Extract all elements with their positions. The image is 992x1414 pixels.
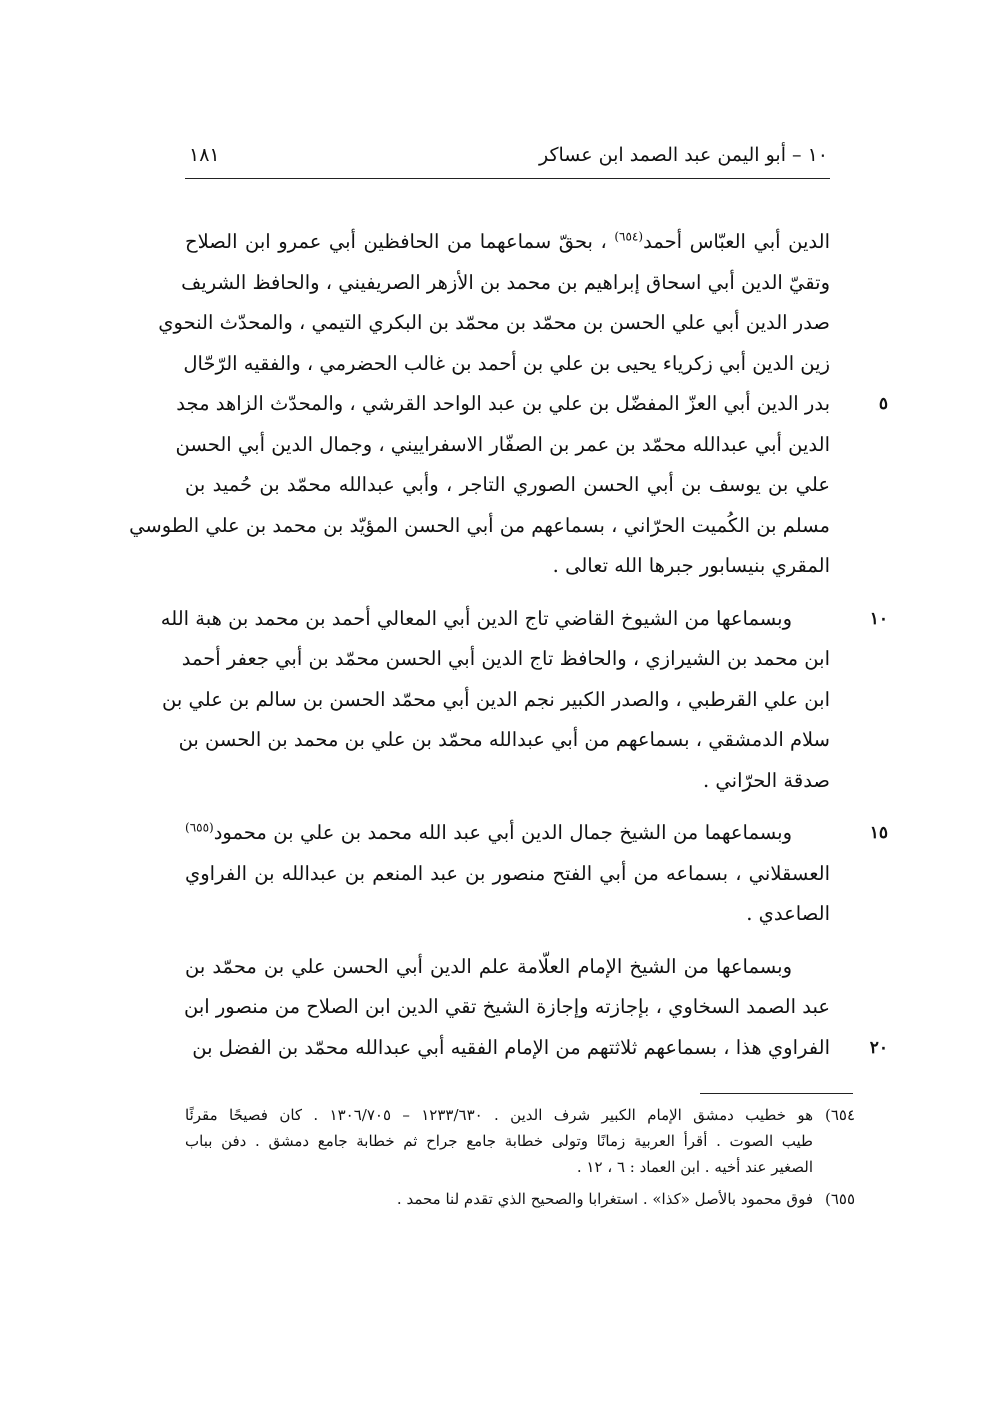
line-text-main: وبسماعها من الشيخ الإمام العلّامة علم الدين أبي الحسن علي بن محمّد بن — [185, 954, 792, 978]
text-line — [176, 384, 888, 425]
line-text-main: الدين أبي العبّاس أحمد — [643, 230, 830, 253]
line-text-main: ابن محمد بن الشيرازي ، والحافظ تاج الدين أبي الحسن محمّد بن أبي جعفر أحمد — [181, 647, 830, 670]
line-text-main: صدر الدين أبي علي الحسن بن محمّد بن محمّد بن البكري التيمي ، والمحدّث النحوي — [158, 311, 830, 334]
line-text — [178, 720, 830, 761]
footnote — [185, 1186, 855, 1212]
footnote-separator — [700, 1093, 853, 1094]
footnote — [185, 1102, 855, 1180]
text-line — [185, 344, 830, 385]
text-line — [185, 546, 830, 587]
text-line — [185, 813, 888, 854]
line-text — [185, 947, 792, 988]
line-text-main: وبسماعها من الشيوخ القاضي تاج الدين أبي المعالي أحمد بن محمد بن هبة الله — [160, 606, 792, 630]
text-line — [185, 987, 830, 1028]
line-number: ١٠ — [869, 608, 888, 629]
text-line — [181, 639, 830, 680]
footnote-number: ٦٥٥) — [824, 1190, 855, 1208]
footnote-line: فوق محمود بالأصل «كذا» . استغرابا والصحيح الذي تقدم لنا محمد . — [396, 1190, 813, 1208]
line-text-main: الفراوي هذا ، بسماعهم ثلاثتهم من الإمام الفقيه أبي عبدالله محمّد بن الفضل بن — [192, 1035, 830, 1059]
paragraph — [129, 222, 888, 587]
line-text-main: عبد الصمد السخاوي ، بإجازته وإجازة الشيخ تقي الدين ابن الصلاح من منصور ابن — [183, 995, 830, 1018]
line-text — [175, 425, 830, 466]
line-text-main: وبسماعهما من الشيخ جمال الدين أبي عبد الله محمد بن علي بن محمود — [213, 821, 792, 844]
text-line — [185, 854, 830, 895]
line-text-main: ابن علي القرطبي ، والصدر الكبير نجم الدين أبي محمّد الحسن بن سالم بن علي بن — [162, 687, 830, 711]
line-text — [185, 465, 830, 506]
line-text — [185, 222, 830, 263]
line-text — [160, 599, 792, 640]
paragraph — [160, 599, 888, 802]
line-text — [129, 506, 830, 547]
text-line — [129, 506, 830, 547]
main-text — [129, 222, 888, 1080]
paragraph — [183, 947, 888, 1069]
line-text-main: صدقة الحرّاني . — [703, 768, 830, 792]
text-line — [185, 1028, 888, 1069]
line-text-main: علي بن يوسف بن أبي الحسن الصوري التاجر ، وأبي عبدالله محمّد بن حُميد بن — [185, 473, 830, 496]
text-line — [160, 599, 888, 640]
text-line — [158, 303, 830, 344]
text-line — [178, 720, 830, 761]
line-text — [185, 894, 830, 935]
line-text-main: سلام الدمشقي ، بسماعهم من أبي عبدالله محمّد بن علي بن محمد بن الحسن بن — [178, 728, 830, 751]
line-text-main: المقري بنيسابور جبرها الله تعالى . — [552, 554, 830, 577]
footnote-line: طيب الصوت . أقرأ العربية زمانًا وتولى خطابة جامع جراح ثم خطابة جامع دمشق . دفن بباب — [185, 1132, 813, 1150]
footnote-number: ٦٥٤) — [824, 1106, 855, 1124]
paragraph — [185, 813, 888, 935]
line-text — [176, 384, 830, 425]
line-text-main: زين الدين أبي زكرياء يحيى بن علي بن أحمد بن غالب الحضرمي ، والفقيه الرّحّال — [183, 351, 830, 375]
footnote-ref: (٦٥٥) — [185, 820, 214, 835]
line-text — [185, 546, 830, 587]
page-number: ١٨١ — [189, 144, 220, 166]
line-text-main: العسقلاني ، بسماعه من أبي الفتح منصور بن عبد المنعم بن عبدالله بن الفراوي — [185, 861, 830, 885]
line-text — [181, 263, 830, 304]
line-number: ٥ — [878, 394, 888, 414]
line-number: ١٥ — [869, 823, 888, 843]
running-header — [185, 138, 830, 179]
line-text — [158, 303, 830, 344]
line-text-after: ، بحقّ سماعهما من الحافظين أبي عمرو ابن الصلاح — [185, 230, 615, 253]
text-line — [162, 680, 830, 721]
line-text — [185, 344, 830, 385]
line-text — [185, 987, 830, 1028]
text-line — [185, 947, 830, 988]
footnote-line: الصغير عند أخيه . ابن العماد : ٦ ، ١٢ . — [576, 1158, 813, 1176]
text-line — [185, 465, 830, 506]
line-text — [185, 1028, 830, 1069]
text-line — [185, 761, 830, 802]
line-text-main: وتقيّ الدين أبي اسحاق إبراهيم بن محمد بن الأزهر الصريفيني ، والحافظ الشريف — [181, 270, 830, 294]
line-text-main: الصاعدي . — [746, 902, 830, 925]
line-text — [185, 761, 830, 802]
footnotes — [185, 1102, 855, 1218]
line-text-main: الدين أبي عبدالله محمّد بن عمر بن الصفّار الاسفراييني ، وجمال الدين أبي الحسن — [175, 432, 830, 456]
text-line — [175, 425, 830, 466]
chapter-title: ١٠ – أبو اليمن عبد الصمد ابن عساكر — [538, 144, 828, 166]
footnote-ref: (٦٥٤) — [614, 229, 644, 244]
text-line — [185, 894, 830, 935]
line-text — [181, 639, 830, 680]
line-text — [162, 680, 830, 721]
footnote-line: هو خطيب دمشق الإمام الكبير شرف الدين . ١٢٣٣/٦٣٠ – ١٣٠٦/٧٠٥ . كان فصيحًا مقرئًا — [185, 1106, 814, 1124]
text-line — [181, 263, 830, 304]
line-text-main: بدر الدين أبي العزّ المفضّل بن علي بن عبد الواحد القرشي ، والمحدّث الزاهد مجد — [176, 392, 830, 415]
line-text-main: مسلم بن الكُميت الحرّاني ، بسماعهم من أبي الحسن المؤيّد بن محمد بن علي الطوسي — [129, 513, 830, 537]
line-text — [185, 854, 830, 895]
line-number: ٢٠ — [869, 1037, 888, 1058]
line-text — [185, 813, 792, 854]
text-line — [185, 222, 830, 263]
